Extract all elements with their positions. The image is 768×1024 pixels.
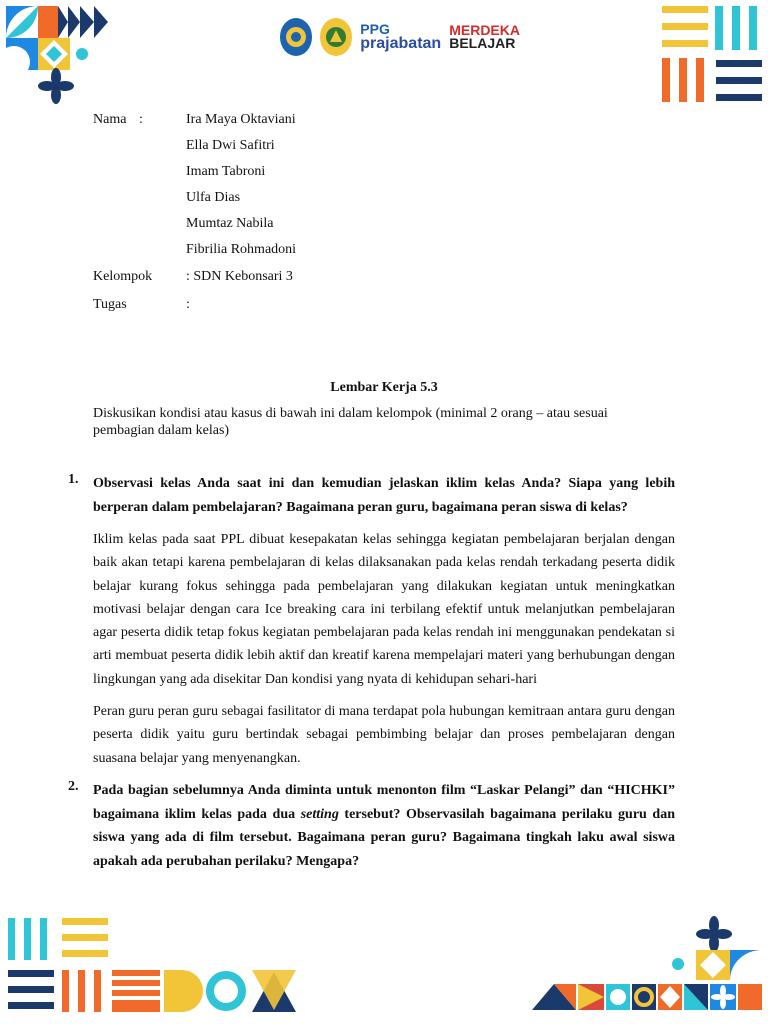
- kemendikbud-logo-icon: [280, 18, 312, 56]
- member-name: Ira Maya Oktaviani: [186, 112, 296, 127]
- member-name: Mumtaz Nabila: [186, 216, 274, 231]
- top-right-stripes-decoration: [660, 6, 764, 104]
- nama-colon: :: [139, 112, 143, 127]
- member-name: Ella Dwi Safitri: [186, 138, 275, 153]
- kelompok-label: Kelompok: [93, 269, 153, 284]
- member-name: Fibrilia Rohmadoni: [186, 242, 297, 257]
- question-text: Observasi kelas Anda saat ini dan kemudian jelaskan iklim kelas Anda? Siapa yang lebih berperan dalam pembelajaran? Bagaimana peran guru, bagaimana peran siswa di kelas?: [93, 476, 675, 515]
- merdeka-logo-text: MERDEKA: [449, 21, 520, 38]
- answer-1-paragraph-2: Peran guru peran guru sebagai fasilitator di mana terdapat pola hubungan kemitraan antara guru dengan peserta didik yaitu guru bertindak sebagai pembimbing belajar dan proses pembelajaran dengan suasana belajar yang menyenangkan.: [93, 704, 675, 766]
- answer-1-paragraph-1: Iklim kelas pada saat PPL dibuat kesepakatan kelas sehingga kegiatan pembelajaran berjalan dengan baik akan tetapi karena pembelajaran di kelas dilaksanakan pada kelas rendah terkadang peserta didik belajar kurang fokus sehingga pada pembelajaran yang dilakukan kegiatan untuk meningkatkan motivasi belajar dengan cara Ice breaking cara ini terbilang efektif untuk melanjutkan pembelajaran agar peserta didik tetap fokus kegiatan pembelajaran pada kelas rendah ini menggunakan pendekatan si arti membuat peserta didik lebih aktif dan kreatif karena mempelajari materi yang berhubungan dengan lingkungan yang ada disekitar Dan kondisi yang nyata di kehidupan sehari-hari: [93, 532, 675, 687]
- university-logo-icon: [320, 18, 352, 56]
- question-text-emphasis: setting: [300, 806, 339, 822]
- ppg-logo-text: PPG: [360, 21, 390, 37]
- question-text-part: Pada bagian sebelumnya Anda diminta untuk menonton film “Laskar Pelangi” dan “HICHKI” bagaimana iklim kelas pada dua: [93, 783, 675, 822]
- header-logos: [280, 14, 520, 60]
- question-text-part: tersebut? Observasilah bagaimana perilaku guru dan siswa yang ada di film tersebut. Bagaimana peran guru? Bagaimana tingkah laku awal siswa apakah ada perubahan perilaku? Mengapa?: [93, 806, 675, 869]
- top-left-pattern-decoration: [6, 6, 110, 104]
- prajabatan-logo-text: prajabatan: [360, 35, 442, 52]
- kelompok-value: : SDN Kebonsari 3: [186, 269, 293, 284]
- ppg-prajabatan-logo: [360, 22, 441, 52]
- question-number: 2.: [68, 779, 79, 794]
- nama-label: Nama: [93, 112, 127, 127]
- merdeka-belajar-logo: [449, 21, 520, 51]
- member-name: Imam Tabroni: [186, 164, 266, 179]
- belajar-logo-text: BELAJAR: [449, 35, 516, 51]
- question-text: [93, 779, 675, 873]
- worksheet-title: Lembar Kerja 5.3: [330, 380, 438, 395]
- tugas-value: :: [186, 297, 190, 312]
- bottom-left-pattern-decoration: [6, 916, 302, 1014]
- question-number: 1.: [68, 472, 79, 487]
- member-name: Ulfa Dias: [186, 190, 241, 205]
- bottom-right-pattern-decoration: [530, 914, 764, 1014]
- worksheet-instruction: Diskusikan kondisi atau kasus di bawah ini dalam kelompok (minimal 2 orang – atau sesuai pembagian dalam kelas): [93, 406, 608, 438]
- tugas-label: Tugas: [93, 297, 127, 312]
